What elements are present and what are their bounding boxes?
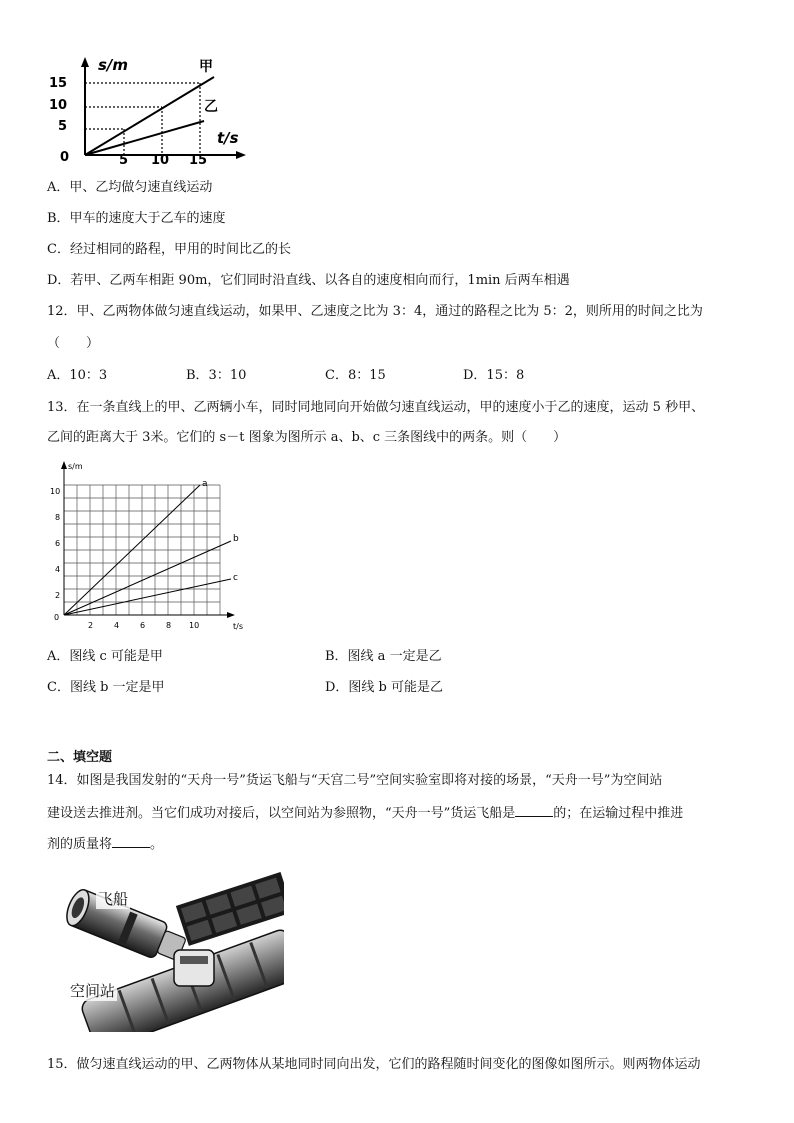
section-title-fill-in: 二、填空题	[47, 750, 113, 765]
graph1-line-jia	[85, 77, 214, 155]
graph1-ytick-5: 5	[58, 119, 68, 134]
q13-stem-line2: 乙间的距离大于 3米。它们的 s－t 图象为图所示 a、b、c 三条图线中的两条。则（ ）	[47, 430, 567, 445]
graph2-y-label: s/m	[68, 462, 83, 471]
q12-stem: 12．甲、乙两物体做匀速直线运动，如果甲、乙速度之比为 3：4，通过的路程之比为 5：2，则所用的时间之比为	[47, 304, 703, 319]
q13-stem-line1: 13．在一条直线上的甲、乙两辆小车，同时同地同向开始做匀速直线运动，甲的速度小于乙的速度，运动 5 秒甲、	[47, 400, 705, 415]
spacecraft-label: 飞船	[98, 890, 129, 908]
q14-line2-text-b: 的；在运输过程中推进	[553, 806, 684, 821]
graph1-label-jia: 甲	[199, 59, 213, 75]
graph2-label-a: a	[202, 479, 208, 489]
q14-blank-1[interactable]	[515, 803, 553, 817]
q12-paren: （ ）	[47, 336, 100, 351]
q14-line3-text-b: 。	[150, 837, 164, 852]
space-station-label: 空间站	[70, 982, 116, 1000]
graph1-line-yi	[85, 121, 204, 155]
graph2-xtick-10: 10	[189, 621, 200, 630]
q14-line3-text-a: 剂的质量将	[47, 837, 113, 852]
q11-option-a[interactable]: A．甲、乙均做匀速直线运动	[47, 180, 213, 195]
q14-line3	[47, 834, 163, 854]
docking-port	[174, 950, 214, 986]
graph2-xtick-8: 8	[166, 621, 172, 630]
graph1-label-yi: 乙	[204, 99, 218, 115]
graph2-line-b	[64, 541, 231, 615]
graph2-x-arrow	[227, 612, 235, 618]
graph1-st-chart	[46, 55, 251, 170]
graph2-line-c	[64, 579, 231, 615]
q11-option-d[interactable]: D．若甲、乙两车相距 90m，它们同时沿直线、以各自的速度相向而行，1min 后两车相遇	[47, 273, 570, 288]
q11-option-c[interactable]: C．经过相同的路程，甲用的时间比乙的长	[47, 242, 291, 257]
graph2-grid	[64, 485, 220, 615]
graph1-ytick-15: 15	[49, 76, 68, 91]
q15-line1: 15．做匀速直线运动的甲、乙两物体从某地同时同向出发，它们的路程随时间变化的图像如图所示。则两物体运动	[47, 1057, 701, 1072]
graph2-st-chart	[46, 457, 256, 637]
graph1-xtick-5: 5	[119, 153, 129, 168]
graph1-origin: 0	[60, 150, 70, 165]
q14-blank-2[interactable]	[112, 834, 150, 848]
graph2-xtick-2: 2	[88, 621, 94, 630]
graph2-ytick-4: 4	[55, 565, 61, 574]
q12-option-d[interactable]: D．15：8	[463, 368, 525, 383]
graph2-xtick-6: 6	[140, 621, 146, 630]
q11-option-b[interactable]: B．甲车的速度大于乙车的速度	[47, 211, 226, 226]
q12-option-b[interactable]: B．3：10	[186, 368, 247, 383]
q14-line1: 14．如图是我国发射的“天舟一号”货运飞船与“天宫二号”空间实验室即将对接的场景，“天舟一号”为空间站	[47, 773, 663, 788]
q14-line2-text-a: 建设送去推进剂。当它们成功对接后，以空间站为参照物，“天舟一号”货运飞船是	[47, 806, 516, 821]
graph2-ytick-8: 8	[55, 513, 61, 522]
graph1-xtick-15: 15	[189, 153, 208, 168]
q14-line2	[47, 803, 683, 823]
graph1-xtick-10: 10	[151, 153, 170, 168]
graph2-xtick-4: 4	[114, 621, 120, 630]
graph2-label-c: c	[233, 573, 238, 583]
docking-photo	[62, 872, 284, 1032]
q13-option-c[interactable]: C．图线 b 一定是甲	[47, 680, 165, 695]
graph1-ytick-10: 10	[49, 98, 68, 113]
q13-option-d[interactable]: D．图线 b 可能是乙	[325, 680, 444, 695]
graph1-x-label: t/s	[217, 129, 239, 147]
graph1-y-arrow	[81, 57, 89, 67]
graph1-y-label: s/m	[98, 56, 129, 74]
q12-option-a[interactable]: A．10：3	[47, 368, 108, 383]
graph2-ytick-2: 2	[55, 591, 61, 600]
q13-option-b[interactable]: B．图线 a 一定是乙	[325, 649, 442, 664]
q13-option-a[interactable]: A．图线 c 可能是甲	[47, 649, 163, 664]
graph2-label-b: b	[233, 534, 239, 544]
graph2-ytick-10: 10	[50, 487, 61, 496]
graph2-y-arrow	[61, 461, 67, 469]
graph1-x-arrow	[236, 151, 246, 159]
graph2-origin: 0	[54, 613, 60, 622]
q12-option-c[interactable]: C．8：15	[325, 368, 386, 383]
graph2-ytick-6: 6	[55, 539, 61, 548]
graph2-x-label: t/s	[233, 622, 243, 631]
